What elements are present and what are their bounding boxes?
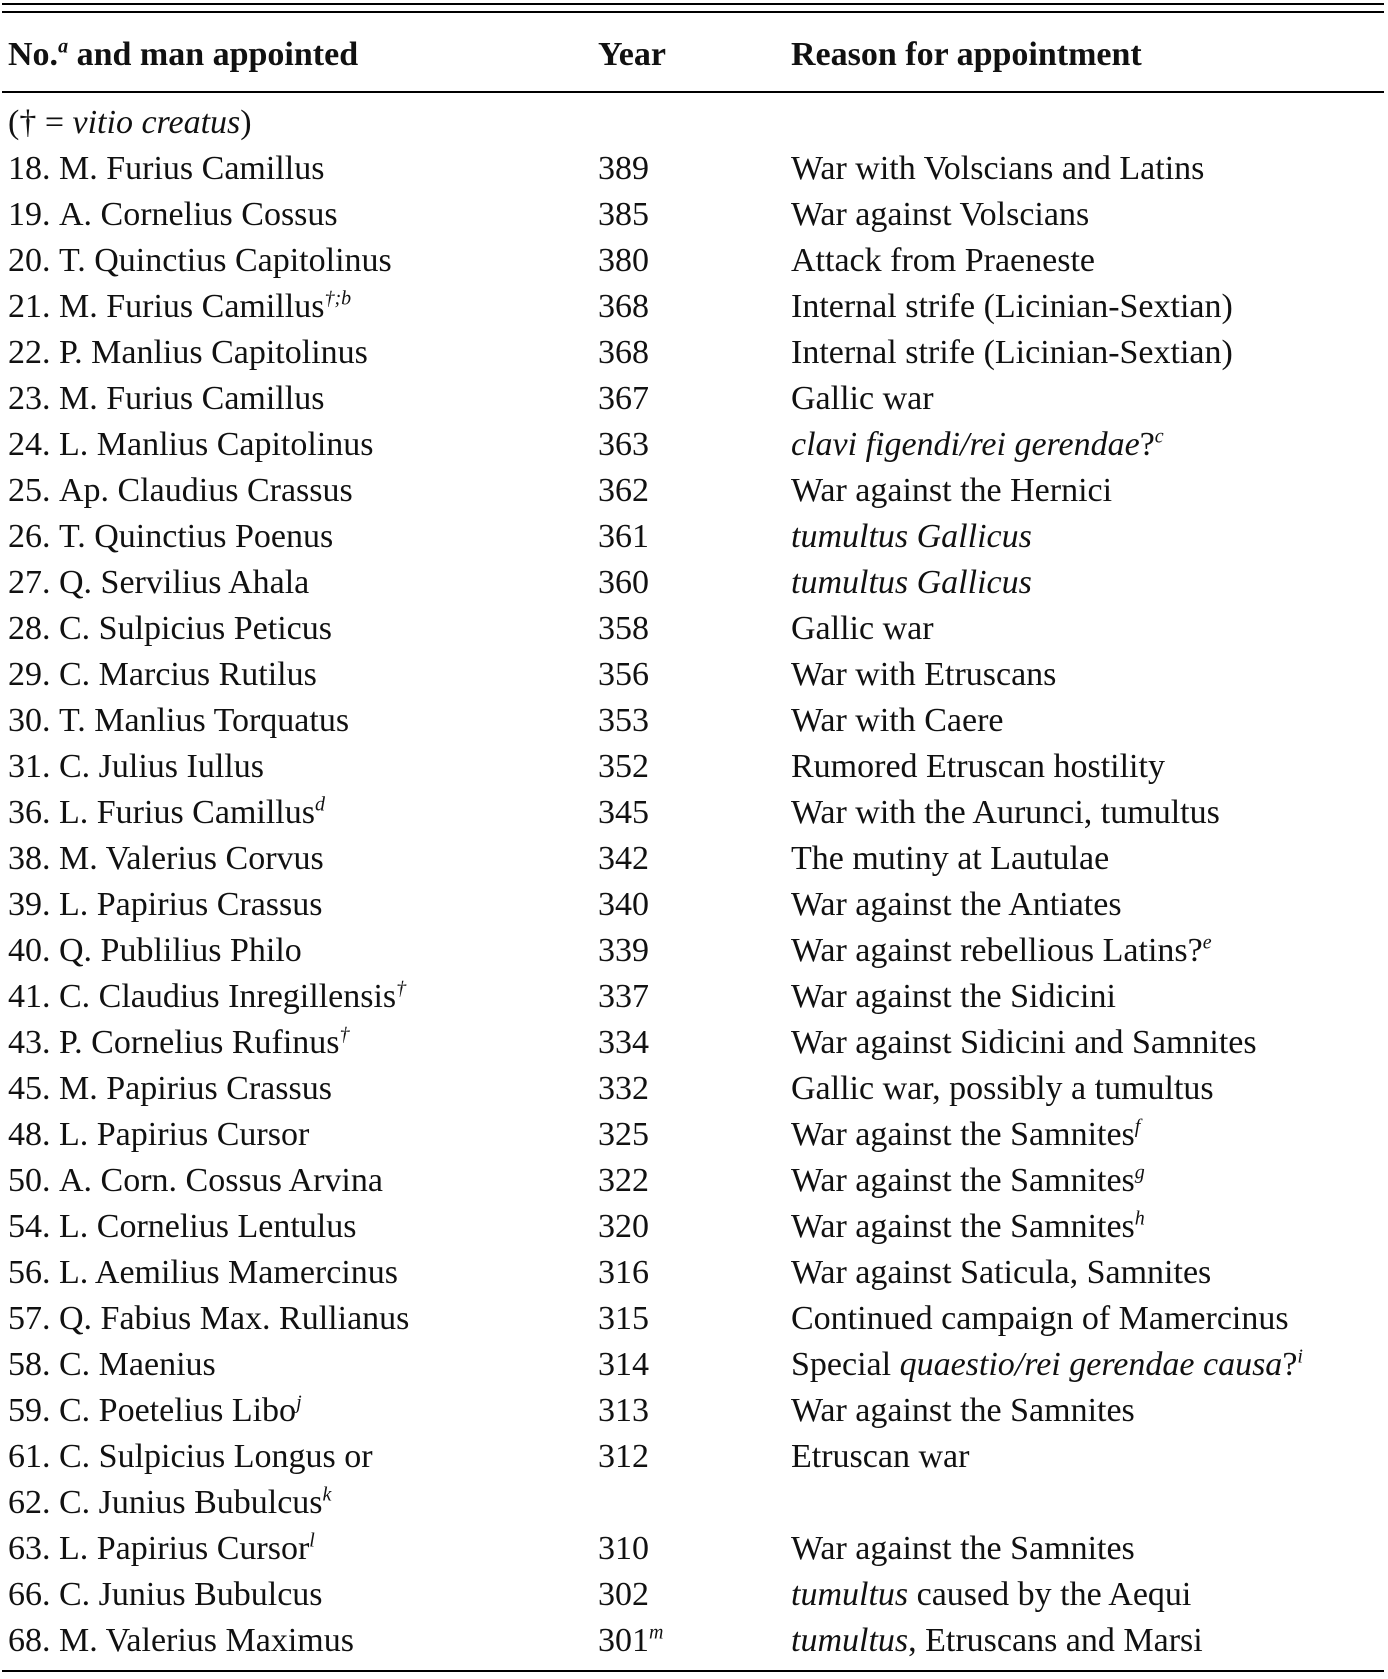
man-appointed: C. Marcius Rutilus [59,656,317,693]
name-footnote: k [322,1483,332,1506]
cell-reason [791,1158,1145,1204]
cell-no-and-man [8,790,325,836]
man-appointed: T. Manlius Torquatus [59,702,350,739]
header-year: Year [598,36,666,73]
table-row [0,376,1388,422]
man-appointed: A. Cornelius Cossus [59,196,338,233]
year-value: 368 [598,288,649,325]
reason-text: caused by the Aequi [908,1576,1192,1613]
man-appointed: L. Manlius Capitolinus [59,426,374,463]
year-value: 301 [598,1622,649,1659]
year-value: 315 [598,1300,649,1337]
cell-no-and-man [8,1020,350,1066]
reason-footnote: h [1134,1207,1145,1230]
row-number: 38. [8,840,59,877]
table-row [0,1112,1388,1158]
table-row [0,606,1388,652]
cell-year [598,1296,649,1342]
table-row [0,1342,1388,1388]
reason-text: Attack from Praeneste [791,242,1095,279]
name-footnote: j [296,1391,302,1414]
note-open: ( [8,104,20,141]
cell-reason [791,606,934,652]
row-number: 25. [8,472,59,509]
cell-no-and-man [8,560,309,606]
cell-reason [791,1204,1145,1250]
cell-reason [791,1296,1289,1342]
reason-italic-text: tumultus [791,1622,909,1659]
cell-no-and-man [8,1388,302,1434]
name-footnote: †;b [324,287,352,310]
year-value: 320 [598,1208,649,1245]
reason-text: War against Sidicini and Samnites [791,1024,1257,1061]
reason-text: War against the Hernici [791,472,1113,509]
cell-year [598,1572,649,1618]
row-number: 26. [8,518,59,555]
cell-year [598,146,649,192]
man-appointed: M. Furius Camillus [59,380,325,417]
year-value: 385 [598,196,649,233]
cell-reason [791,422,1164,468]
table-row [0,330,1388,376]
table-row [0,1250,1388,1296]
year-footnote: m [649,1621,664,1644]
year-value: 322 [598,1162,649,1199]
cell-year [598,238,649,284]
cell-no-and-man [8,1480,331,1526]
cell-reason [791,238,1095,284]
table-row [0,882,1388,928]
year-value: 353 [598,702,649,739]
cell-no-and-man [8,1572,323,1618]
row-number: 28. [8,610,59,647]
reason-text: Continued campaign of Mamercinus [791,1300,1289,1337]
cell-reason [791,330,1233,376]
cell-reason [791,744,1165,790]
table-row [0,192,1388,238]
year-value: 345 [598,794,649,831]
reason-text: War against the Samnites [791,1208,1135,1245]
name-footnote: d [314,793,325,816]
table-row [0,1066,1388,1112]
row-number: 30. [8,702,59,739]
year-value: 310 [598,1530,649,1567]
reason-text: Rumored Etruscan hostility [791,748,1165,785]
man-appointed: L. Aemilius Mamercinus [59,1254,399,1291]
year-value: 362 [598,472,649,509]
row-number: 59. [8,1392,59,1429]
header-rule [2,91,1384,93]
cell-no-and-man [8,1066,332,1112]
man-appointed: M. Furius Camillus [59,288,325,325]
table-row [0,238,1388,284]
cell-no-and-man [8,376,324,422]
cell-no-and-man [8,974,406,1020]
cell-year [598,1434,649,1480]
year-value: 367 [598,380,649,417]
cell-year [598,560,649,606]
table-row [0,928,1388,974]
cell-reason [791,1250,1211,1296]
table-row [0,1480,1388,1526]
cell-reason [791,652,1056,698]
man-appointed: C. Sulpicius Peticus [59,610,332,647]
reason-footnote: e [1202,931,1212,954]
man-appointed: C. Claudius Inregillensis [59,978,397,1015]
table-row [0,284,1388,330]
table-row [0,974,1388,1020]
cell-year [598,330,649,376]
cell-year [598,1066,649,1112]
cell-no-and-man [8,238,392,284]
cell-no-and-man [8,330,368,376]
cell-no-and-man [8,468,353,514]
reason-text: War against rebellious Latins? [791,932,1203,969]
row-number: 36. [8,794,59,831]
year-value: 339 [598,932,649,969]
header-no-label: No. [8,36,59,73]
cell-reason [791,974,1116,1020]
reason-footnote: g [1134,1161,1145,1184]
row-number: 50. [8,1162,59,1199]
reason-text: The mutiny at Lautulae [791,840,1110,877]
cell-no-and-man [8,1342,216,1388]
cell-no-and-man [8,928,302,974]
table-row [0,790,1388,836]
cell-no-and-man [8,698,349,744]
cell-reason [791,1572,1191,1618]
table-row [0,468,1388,514]
reason-text: War with the Aurunci, tumultus [791,794,1220,831]
cell-reason [791,376,934,422]
cell-reason [791,1112,1140,1158]
cell-no-and-man [8,514,333,560]
cell-year [598,514,649,560]
cell-no-and-man [8,422,374,468]
reason-text: Gallic war [791,610,934,647]
man-appointed: M. Valerius Corvus [59,840,324,877]
row-number: 41. [8,978,59,1015]
table-row [0,698,1388,744]
year-value: 313 [598,1392,649,1429]
table-row [0,1158,1388,1204]
man-appointed: C. Sulpicius Longus or [59,1438,373,1475]
top-double-rule-lower [2,11,1384,13]
cell-year [598,376,649,422]
reason-text: Special [791,1346,900,1383]
man-appointed: L. Papirius Cursor [59,1116,310,1153]
row-number: 62. [8,1484,59,1521]
row-number: 63. [8,1530,59,1567]
man-appointed: T. Quinctius Capitolinus [59,242,392,279]
cell-year [598,1204,649,1250]
reason-italic-text: tumultus Gallicus [791,518,1032,555]
year-value: 316 [598,1254,649,1291]
man-appointed: L. Papirius Crassus [59,886,323,923]
cell-no-and-man [8,606,332,652]
cell-reason [791,560,1032,606]
year-value: 337 [598,978,649,1015]
reason-text: War against the Antiates [791,886,1122,923]
cell-no-and-man [8,1618,354,1664]
row-number: 43. [8,1024,59,1061]
table-row [0,1204,1388,1250]
cell-year [598,1388,649,1434]
man-appointed: P. Cornelius Rufinus [59,1024,340,1061]
reason-text: Etruscan war [791,1438,970,1475]
man-appointed: C. Julius Iullus [59,748,264,785]
cell-reason [791,1342,1303,1388]
man-appointed: T. Quinctius Poenus [59,518,334,555]
cell-year [598,1020,649,1066]
man-appointed: Q. Publilius Philo [59,932,302,969]
cell-year [598,744,649,790]
table-row [0,1434,1388,1480]
cell-no-and-man [8,284,351,330]
reason-footnote: c [1154,425,1164,448]
row-number: 21. [8,288,59,325]
note-vitio-creatus: vitio creatus [72,104,241,141]
note-close: ) [240,104,252,141]
row-number: 57. [8,1300,59,1337]
reason-footnote: f [1134,1115,1141,1138]
reason-text: Internal strife (Licinian-Sextian) [791,334,1233,371]
cell-no-and-man [8,882,323,928]
cell-reason [791,1526,1135,1572]
cell-year [598,192,649,238]
cell-year [598,698,649,744]
cell-reason [791,1434,969,1480]
year-value: 302 [598,1576,649,1613]
cell-reason [791,192,1089,238]
table-row [0,146,1388,192]
year-value: 368 [598,334,649,371]
table-row [0,1526,1388,1572]
cell-year [598,1112,649,1158]
cell-year [598,652,649,698]
table-row [0,744,1388,790]
cell-year [598,974,649,1020]
year-value: 352 [598,748,649,785]
reason-italic-text: clavi figendi/rei gerendae [791,426,1140,463]
cell-year [598,606,649,652]
header-man-label: and man appointed [68,36,359,73]
reason-italic-text: quaestio/rei gerendae causa [899,1346,1283,1383]
row-number: 48. [8,1116,59,1153]
row-number: 31. [8,748,59,785]
year-value: 361 [598,518,649,555]
row-number: 56. [8,1254,59,1291]
header-no-and-man [8,30,358,80]
cell-no-and-man [8,744,264,790]
cell-no-and-man [8,146,324,192]
cell-reason [791,514,1032,560]
year-value: 389 [598,150,649,187]
cell-no-and-man [8,192,338,238]
row-number: 45. [8,1070,59,1107]
bottom-rule [2,1670,1384,1672]
year-value: 340 [598,886,649,923]
reason-italic-text: tumultus [791,1576,909,1613]
reason-text: War against the Samnites [791,1392,1135,1429]
man-appointed: P. Manlius Capitolinus [59,334,368,371]
row-number: 61. [8,1438,59,1475]
man-appointed: C. Junius Bubulcus [59,1576,323,1613]
row-number: 39. [8,886,59,923]
table-row [0,652,1388,698]
cell-year [598,790,649,836]
table-row [0,1388,1388,1434]
cell-no-and-man [8,1250,398,1296]
header-no-footnote: a [58,35,69,58]
reason-text: War against the Samnites [791,1162,1135,1199]
cell-year [598,1526,649,1572]
reason-italic-text: tumultus Gallicus [791,564,1032,601]
table-header [0,30,1388,80]
cell-reason [791,1066,1214,1112]
man-appointed: Q. Fabius Max. Rullianus [59,1300,410,1337]
cell-no-and-man [8,1112,309,1158]
cell-year [598,1250,649,1296]
row-number: 66. [8,1576,59,1613]
cell-no-and-man [8,1204,356,1250]
table-row [0,1296,1388,1342]
year-value: 312 [598,1438,649,1475]
reason-text: ? [1139,426,1155,463]
year-value: 342 [598,840,649,877]
name-footnote: l [309,1529,315,1552]
man-appointed: Ap. Claudius Crassus [59,472,353,509]
note-dagger: † = [19,104,73,141]
year-value: 334 [598,1024,649,1061]
table-row [0,1020,1388,1066]
man-appointed: M. Papirius Crassus [59,1070,332,1107]
table-row [0,514,1388,560]
man-appointed: M. Furius Camillus [59,150,325,187]
cell-reason [791,882,1122,928]
cell-no-and-man [8,836,324,882]
man-appointed: A. Corn. Cossus Arvina [59,1162,383,1199]
reason-text: War against the Sidicini [791,978,1116,1015]
cell-year [598,468,649,514]
cell-year [598,284,649,330]
top-double-rule-upper [2,3,1384,5]
reason-text: War with Etruscans [791,656,1057,693]
cell-no-and-man [8,652,317,698]
reason-footnote: i [1297,1345,1303,1368]
cell-reason [791,698,1004,744]
row-number: 24. [8,426,59,463]
reason-text: War against the Samnites [791,1530,1135,1567]
cell-reason [791,836,1109,882]
year-value: 314 [598,1346,649,1383]
year-value: 363 [598,426,649,463]
cell-reason [791,146,1204,192]
cell-year [598,1342,649,1388]
man-appointed: C. Maenius [59,1346,216,1383]
reason-text: Internal strife (Licinian-Sextian) [791,288,1233,325]
header-reason: Reason for appointment [791,36,1142,73]
cell-year [598,422,649,468]
man-appointed: L. Papirius Cursor [59,1530,310,1567]
table-row [0,422,1388,468]
reason-text: War against Volscians [791,196,1090,233]
reason-text: ? [1282,1346,1298,1383]
cell-year [598,1618,663,1664]
table-row [0,836,1388,882]
row-number: 40. [8,932,59,969]
year-value: 332 [598,1070,649,1107]
man-appointed: C. Junius Bubulcus [59,1484,323,1521]
cell-year [598,1158,649,1204]
cell-no-and-man [8,1158,383,1204]
table-row [0,1572,1388,1618]
cell-no-and-man [8,1434,373,1480]
reason-text: War against Saticula, Samnites [791,1254,1212,1291]
man-appointed: L. Cornelius Lentulus [59,1208,357,1245]
cell-no-and-man [8,1526,315,1572]
reason-text: War with Volscians and Latins [791,150,1205,187]
row-number: 20. [8,242,59,279]
row-number: 23. [8,380,59,417]
row-number: 54. [8,1208,59,1245]
reason-text: War with Caere [791,702,1004,739]
cell-year [598,836,649,882]
man-appointed: Q. Servilius Ahala [59,564,310,601]
row-number: 58. [8,1346,59,1383]
reason-text: , Etruscans and Marsi [908,1622,1203,1659]
cell-reason [791,1020,1257,1066]
year-value: 358 [598,610,649,647]
cell-reason [791,1618,1203,1664]
row-number: 22. [8,334,59,371]
cell-year [598,882,649,928]
reason-text: Gallic war [791,380,934,417]
table-row [0,1618,1388,1664]
cell-reason [791,284,1233,330]
man-appointed: M. Valerius Maximus [59,1622,354,1659]
man-appointed: C. Poetelius Libo [59,1392,297,1429]
row-number: 29. [8,656,59,693]
man-appointed: L. Furius Camillus [59,794,315,831]
table-row [0,560,1388,606]
year-value: 360 [598,564,649,601]
cell-reason [791,468,1112,514]
row-number: 27. [8,564,59,601]
cell-reason [791,928,1212,974]
cell-no-and-man [8,1296,409,1342]
row-number: 18. [8,150,59,187]
year-value: 325 [598,1116,649,1153]
row-number: 19. [8,196,59,233]
name-footnote: † [339,1023,350,1046]
year-value: 356 [598,656,649,693]
dagger-note [8,100,252,146]
cell-reason [791,1388,1135,1434]
reason-text: War against the Samnites [791,1116,1135,1153]
table-body [0,146,1388,1664]
reason-text: Gallic war, possibly a tumultus [791,1070,1214,1107]
name-footnote: † [396,977,407,1000]
cell-reason [791,790,1220,836]
row-number: 68. [8,1622,59,1659]
year-value: 380 [598,242,649,279]
cell-year [598,928,649,974]
